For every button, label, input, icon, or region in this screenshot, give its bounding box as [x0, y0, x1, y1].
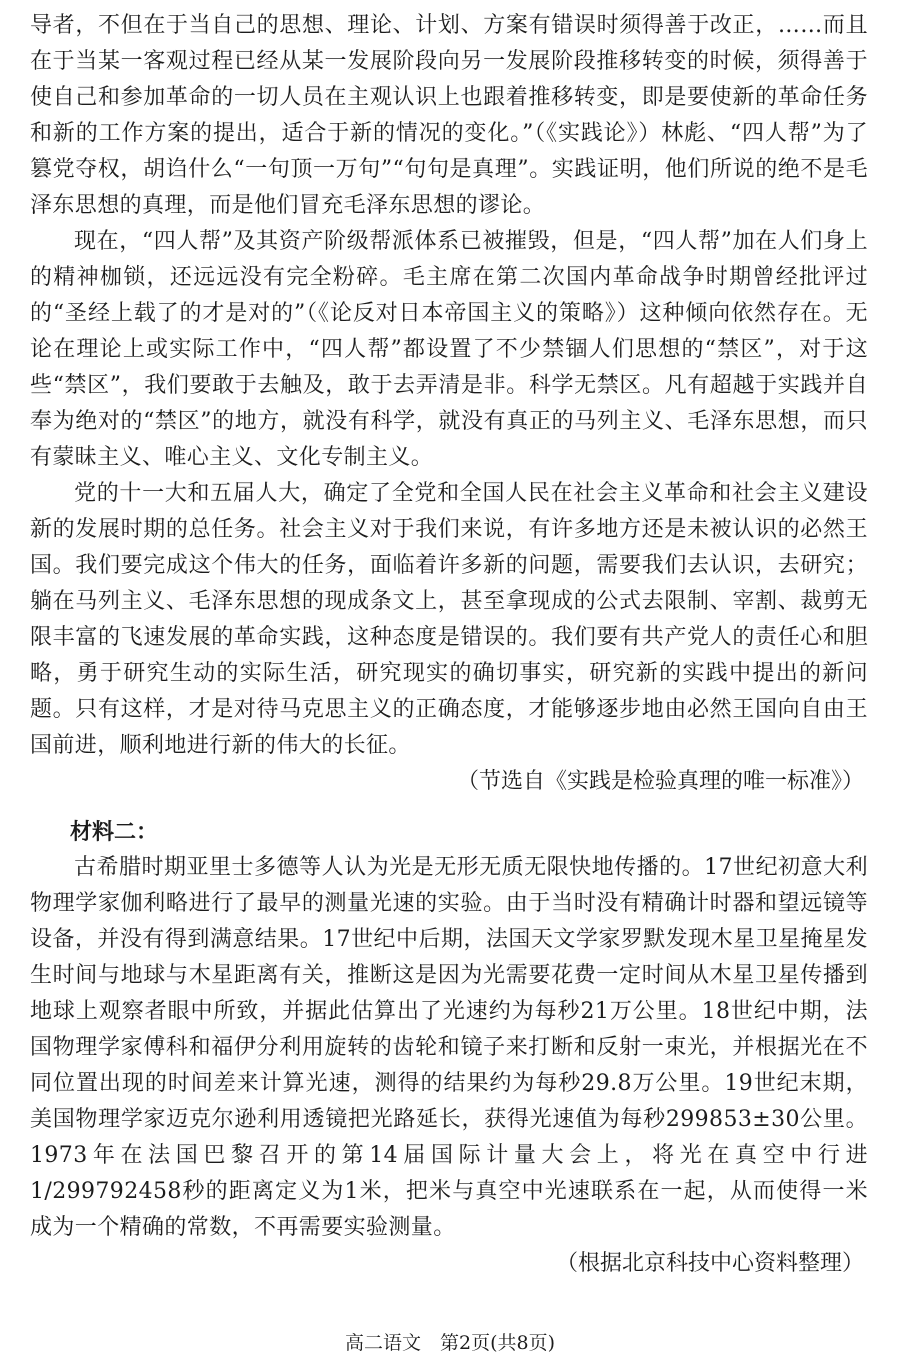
material1-paragraph-1: 导者，不但在于当自己的思想、理论、计划、方案有错误时须得善于改正，……而且在于当某一客观过程已经从某一发展阶段向另一发展阶段推移转变的时候，须得善于使自己和参加革命的一切人员在主观认识上也跟着推移转变，即是要使新的革命任务和新的工作方案的提出，适合于新的情况的变化。”（《实践论》）林彪、“四人帮”为了篡党夺权，胡诌什么“一句顶一万句”“句句是真理”。实践证明，他们所说的绝不是毛泽东思想的真理，而是他们冒充毛泽东思想的谬论。: [30, 13, 868, 218]
material1-source: （节选自《实践是检验真理的唯一标准》）: [456, 769, 864, 794]
page-footer: 高二语文 第2页(共8页): [344, 1332, 555, 1354]
material2-paragraph: 古希腊时期亚里士多德等人认为光是无形无质无限快地传播的。17世纪初意大利物理学家伽利略进行了最早的测量光速的实验。由于当时没有精确计时器和望远镜等设备，并没有得到满意结果。17世纪中后期，法国天文学家罗默发现木星卫星掩星发生时间与地球与木星距离有关，推断这是因为光需要花费一定时间从木星卫星传播到地球上观察者眼中所致，并据此估算出了光速约为每秒21万公里。18世纪中期，法国物理学家傅科和福伊分利用旋转的齿轮和镜子来打断和反射一束光，并根据光在不同位置出现的时间差来计算光速，测得的结果约为每秒29.8万公里。19世纪末期，美国物理学家迈克尔逊利用透镜把光路延长，获得光速值为每秒299853±30公里。1973年在法国巴黎召开的第14届国际计量大会上，将光在真空中行进1/299792458秒的距离定义为1米，把米与真空中光速联系在一起，从而使得一米成为一个精确的常数，不再需要实验测量。: [30, 855, 868, 1240]
material1-paragraph-2: 现在，“四人帮”及其资产阶级帮派体系已被摧毁，但是，“四人帮”加在人们身上的精神枷锁，还远远没有完全粉碎。毛主席在第二次国内革命战争时期曾经批评过的“圣经上载了的才是对的”（《论反对日本帝国主义的策略》）这种倾向依然存在。无论在理论上或实际工作中，“四人帮”都设置了不少禁锢人们思想的“禁区”，对于这些“禁区”，我们要敢于去触及，敢于去弄清是非。科学无禁区。凡有超越于实践并自奉为绝对的“禁区”的地方，就没有科学，就没有真正的马列主义、毛泽东思想，而只有蒙昧主义、唯心主义、文化专制主义。: [30, 229, 868, 470]
material2-source: （根据北京科技中心资料整理）: [555, 1251, 864, 1276]
material1-paragraph-3: 党的十一大和五届人大，确定了全党和全国人民在社会主义革命和社会主义建设新的发展时期的总任务。社会主义对于我们来说，有许多地方还是未被认识的必然王国。我们要完成这个伟大的任务，面临着许多新的问题，需要我们去认识，去研究；躺在马列主义、毛泽东思想的现成条文上，甚至拿现成的公式去限制、宰割、裁剪无限丰富的飞速发展的革命实践，这种态度是错误的。我们要有共产党人的责任心和胆略，勇于研究生动的实际生活，研究现实的确切事实，研究新的实践中提出的新问题。只有这样，才是对待马克思主义的正确态度，才能够逐步地由必然王国向自由王国前进，顺利地进行新的伟大的长征。: [30, 481, 868, 758]
document-page: [30, 8, 868, 1282]
material2-heading: 材料二：: [70, 820, 159, 845]
